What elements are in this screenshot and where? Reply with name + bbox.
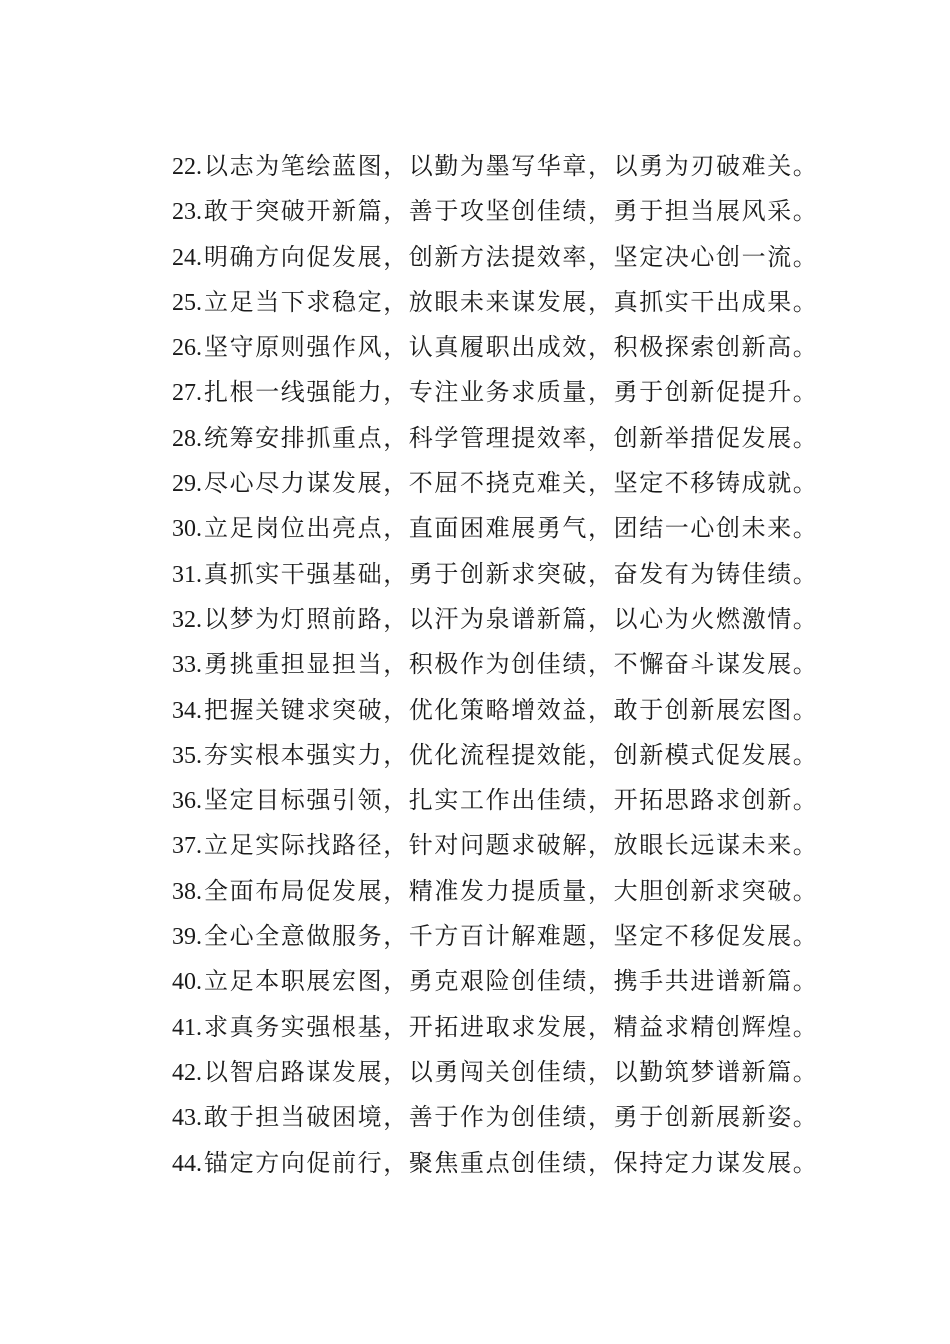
list-item <box>172 1005 822 1050</box>
list-item <box>172 552 822 597</box>
list-item <box>172 1095 822 1140</box>
item-number: 37. <box>172 833 202 860</box>
item-number: 39. <box>172 924 202 951</box>
item-number: 44. <box>172 1150 202 1177</box>
item-text: 锚定方向促前行，聚焦重点创佳绩，保持定力谋发展。 <box>204 1148 819 1177</box>
item-text: 立足岗位出亮点，直面困难展勇气，团结一心创未来。 <box>204 514 819 543</box>
item-number: 35. <box>172 742 202 769</box>
item-text: 全面布局促发展，精准发力提质量，大胆创新求突破。 <box>204 876 819 905</box>
list-item <box>172 325 822 370</box>
item-number: 41. <box>172 1014 202 1041</box>
list-item <box>172 416 822 461</box>
item-text: 坚定目标强引领，扎实工作出佳绩，开拓思路求创新。 <box>204 786 819 815</box>
item-text: 真抓实干强基础，勇于创新求突破，奋发有为铸佳绩。 <box>204 559 819 588</box>
item-text: 以智启路谋发展，以勇闯关创佳绩，以勤筑梦谱新篇。 <box>204 1057 819 1086</box>
list-item <box>172 688 822 733</box>
item-number: 27. <box>172 380 202 407</box>
list-item <box>172 869 822 914</box>
item-number: 30. <box>172 516 202 543</box>
item-text: 把握关键求突破，优化策略增效益，敢于创新展宏图。 <box>204 695 819 724</box>
list-item <box>172 1141 822 1186</box>
list-item <box>172 370 822 415</box>
item-text: 敢于担当破困境，善于作为创佳绩，勇于创新展新姿。 <box>204 1103 819 1132</box>
list-item <box>172 597 822 642</box>
list-item <box>172 914 822 959</box>
list-item <box>172 823 822 868</box>
item-text: 立足实际找路径，针对问题求破解，放眼长远谋未来。 <box>204 831 819 860</box>
item-number: 36. <box>172 788 202 815</box>
item-number: 33. <box>172 652 202 679</box>
list-item <box>172 461 822 506</box>
item-number: 22. <box>172 154 202 180</box>
item-text: 求真务实强根基，开拓进取求发展，精益求精创辉煌。 <box>204 1012 819 1041</box>
item-number: 29. <box>172 471 202 498</box>
item-number: 32. <box>172 606 202 633</box>
item-text: 夯实根本强实力，优化流程提效能，创新模式促发展。 <box>204 740 819 769</box>
list-item <box>172 733 822 778</box>
item-number: 31. <box>172 561 202 588</box>
item-number: 42. <box>172 1059 202 1086</box>
item-number: 38. <box>172 878 202 905</box>
item-number: 34. <box>172 697 202 724</box>
list-item <box>172 144 822 189</box>
item-text: 敢于突破开新篇，善于攻坚创佳绩，勇于担当展风采。 <box>204 197 819 226</box>
list-item <box>172 506 822 551</box>
item-text: 明确方向促发展，创新方法提效率，坚定决心创一流。 <box>204 242 819 271</box>
item-text: 立足当下求稳定，放眼未来谋发展，真抓实干出成果。 <box>204 287 819 316</box>
item-text: 以梦为灯照前路，以汗为泉谱新篇，以心为火燃激情。 <box>204 604 819 633</box>
list-item <box>172 778 822 823</box>
item-text: 扎根一线强能力，专注业务求质量，勇于创新促提升。 <box>204 378 819 407</box>
list-item <box>172 642 822 687</box>
item-text: 尽心尽力谋发展，不屈不挠克难关，坚定不移铸成就。 <box>204 469 819 498</box>
item-text: 统筹安排抓重点，科学管理提效率，创新举措促发展。 <box>204 423 819 452</box>
item-text: 全心全意做服务，千方百计解难题，坚定不移促发展。 <box>204 922 819 951</box>
list-item <box>172 280 822 325</box>
item-number: 40. <box>172 969 202 996</box>
item-text: 坚守原则强作风，认真履职出成效，积极探索创新高。 <box>204 333 819 362</box>
item-number: 26. <box>172 335 202 362</box>
item-text: 勇挑重担显担当，积极作为创佳绩，不懈奋斗谋发展。 <box>204 650 819 679</box>
item-number: 24. <box>172 244 202 271</box>
list-item <box>172 1050 822 1095</box>
slogan-list <box>172 144 822 1186</box>
item-number: 28. <box>172 425 202 452</box>
list-item <box>172 959 822 1004</box>
list-item <box>172 189 822 234</box>
item-text: 以志为笔绘蓝图，以勤为墨写华章，以勇为刃破难关。 <box>204 152 819 180</box>
item-number: 23. <box>172 199 202 226</box>
item-number: 25. <box>172 289 202 316</box>
item-number: 43. <box>172 1105 202 1132</box>
item-text: 立足本职展宏图，勇克艰险创佳绩，携手共进谱新篇。 <box>204 967 819 996</box>
list-item <box>172 235 822 280</box>
